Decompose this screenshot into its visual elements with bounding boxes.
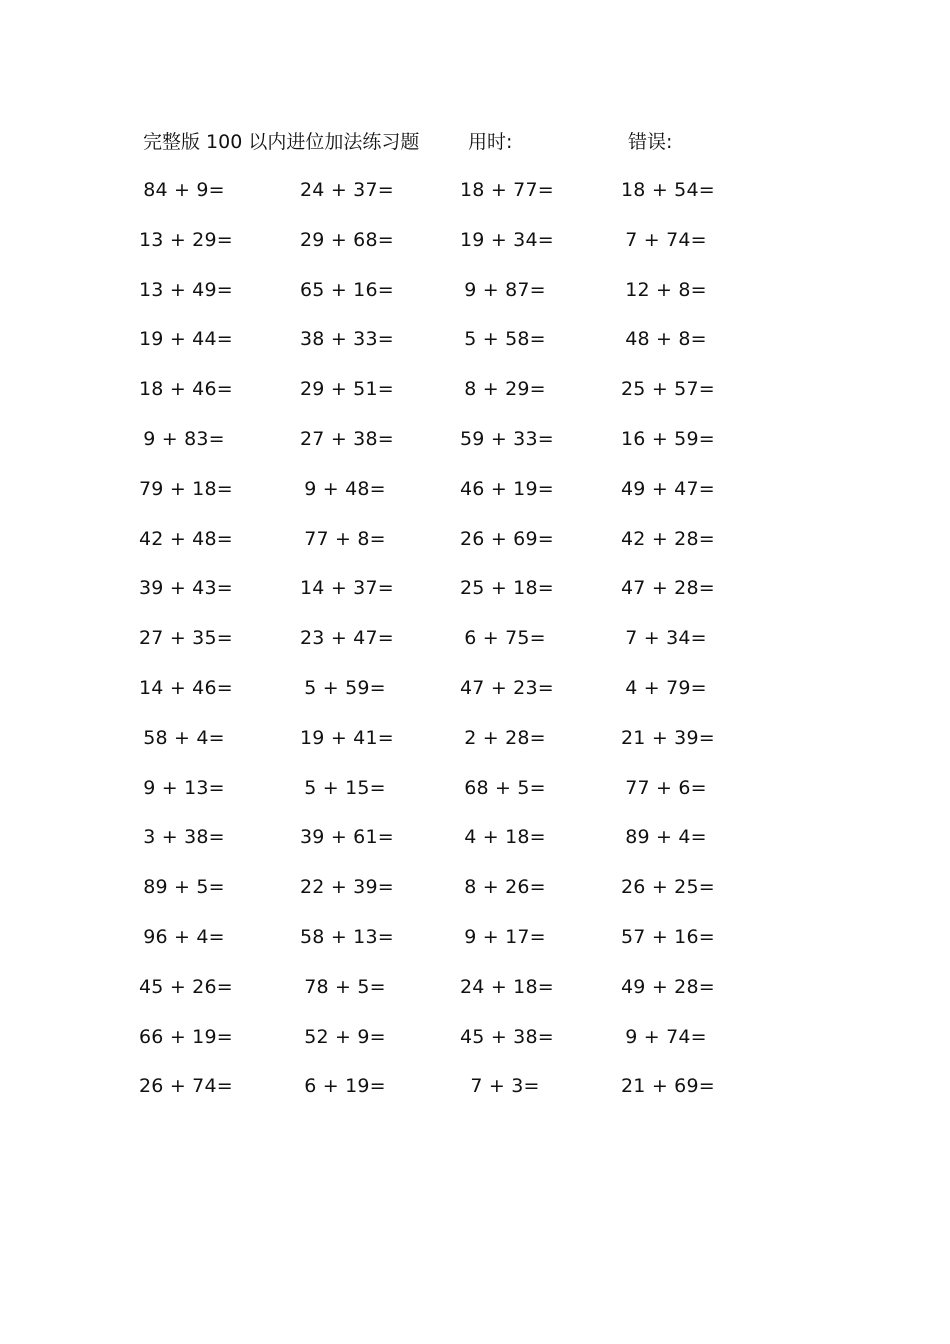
problem-cell: 12 + 8= <box>625 278 707 301</box>
problem-grid <box>0 176 950 1122</box>
problem-cell: 45 + 26= <box>139 975 233 998</box>
problem-cell: 9 + 74= <box>625 1025 707 1048</box>
problem-cell: 65 + 16= <box>300 278 394 301</box>
problem-cell: 7 + 34= <box>625 627 707 650</box>
problem-cell: 9 + 13= <box>143 776 225 799</box>
problem-cell: 19 + 44= <box>139 328 233 351</box>
problem-row <box>0 1072 950 1122</box>
problem-cell: 3 + 38= <box>143 826 225 849</box>
problem-row <box>0 276 950 326</box>
problem-cell: 57 + 16= <box>621 925 715 948</box>
problem-cell: 7 + 3= <box>470 1075 540 1098</box>
problem-cell: 9 + 17= <box>464 925 546 948</box>
problem-cell: 39 + 61= <box>300 826 394 849</box>
problem-cell: 8 + 29= <box>464 378 546 401</box>
problem-cell: 5 + 15= <box>304 776 386 799</box>
problem-cell: 58 + 4= <box>143 726 225 749</box>
problem-cell: 89 + 4= <box>625 826 707 849</box>
problem-row <box>0 226 950 276</box>
problem-row <box>0 624 950 674</box>
problem-cell: 6 + 19= <box>304 1075 386 1098</box>
problem-row <box>0 525 950 575</box>
problem-cell: 25 + 18= <box>460 577 554 600</box>
problem-cell: 96 + 4= <box>143 925 225 948</box>
problem-cell: 26 + 25= <box>621 876 715 899</box>
problem-cell: 18 + 54= <box>621 179 715 201</box>
errors-label: 错误: <box>628 131 673 153</box>
problem-cell: 27 + 38= <box>300 427 394 450</box>
problem-row <box>0 375 950 425</box>
problem-cell: 26 + 69= <box>460 527 554 550</box>
problem-cell: 84 + 9= <box>143 179 225 201</box>
problem-cell: 14 + 46= <box>139 676 233 699</box>
problem-cell: 9 + 87= <box>464 278 546 301</box>
problem-cell: 16 + 59= <box>621 427 715 450</box>
problem-row <box>0 923 950 973</box>
problem-cell: 46 + 19= <box>460 477 554 500</box>
problem-cell: 29 + 51= <box>300 378 394 401</box>
problem-cell: 24 + 37= <box>300 179 394 201</box>
problem-row <box>0 425 950 475</box>
problem-cell: 21 + 69= <box>621 1075 715 1098</box>
problem-cell: 66 + 19= <box>139 1025 233 1048</box>
problem-cell: 39 + 43= <box>139 577 233 600</box>
worksheet-header <box>0 128 950 156</box>
problem-cell: 49 + 28= <box>621 975 715 998</box>
problem-cell: 26 + 74= <box>139 1075 233 1098</box>
problem-cell: 45 + 38= <box>460 1025 554 1048</box>
problem-row <box>0 674 950 724</box>
problem-cell: 48 + 8= <box>625 328 707 351</box>
problem-cell: 4 + 18= <box>464 826 546 849</box>
problem-cell: 19 + 34= <box>460 228 554 251</box>
problem-cell: 38 + 33= <box>300 328 394 351</box>
problem-cell: 49 + 47= <box>621 477 715 500</box>
problem-row <box>0 176 950 226</box>
problem-cell: 21 + 39= <box>621 726 715 749</box>
problem-cell: 25 + 57= <box>621 378 715 401</box>
problem-cell: 77 + 6= <box>625 776 707 799</box>
problem-cell: 58 + 13= <box>300 925 394 948</box>
problem-cell: 79 + 18= <box>139 477 233 500</box>
problem-cell: 68 + 5= <box>464 776 546 799</box>
problem-cell: 4 + 79= <box>625 676 707 699</box>
problem-cell: 6 + 75= <box>464 627 546 650</box>
problem-cell: 22 + 39= <box>300 876 394 899</box>
problem-cell: 9 + 83= <box>143 427 225 450</box>
problem-cell: 14 + 37= <box>300 577 394 600</box>
problem-row <box>0 973 950 1023</box>
problem-row <box>0 724 950 774</box>
problem-row <box>0 325 950 375</box>
problem-cell: 78 + 5= <box>304 975 386 998</box>
time-used-label: 用时: <box>468 131 513 153</box>
problem-cell: 52 + 9= <box>304 1025 386 1048</box>
problem-cell: 19 + 41= <box>300 726 394 749</box>
problem-row <box>0 873 950 923</box>
problem-cell: 89 + 5= <box>143 876 225 899</box>
worksheet-title: 完整版 100 以内进位加法练习题 <box>143 131 420 153</box>
problem-cell: 8 + 26= <box>464 876 546 899</box>
problem-cell: 42 + 28= <box>621 527 715 550</box>
problem-row <box>0 475 950 525</box>
problem-row <box>0 823 950 873</box>
problem-cell: 27 + 35= <box>139 627 233 650</box>
problem-cell: 18 + 46= <box>139 378 233 401</box>
problem-cell: 7 + 74= <box>625 228 707 251</box>
problem-cell: 42 + 48= <box>139 527 233 550</box>
problem-cell: 2 + 28= <box>464 726 546 749</box>
problem-cell: 77 + 8= <box>304 527 386 550</box>
problem-cell: 5 + 58= <box>464 328 546 351</box>
problem-cell: 47 + 28= <box>621 577 715 600</box>
problem-cell: 29 + 68= <box>300 228 394 251</box>
problem-cell: 9 + 48= <box>304 477 386 500</box>
problem-cell: 47 + 23= <box>460 676 554 699</box>
problem-cell: 23 + 47= <box>300 627 394 650</box>
problem-cell: 59 + 33= <box>460 427 554 450</box>
problem-cell: 18 + 77= <box>460 179 554 201</box>
problem-cell: 13 + 49= <box>139 278 233 301</box>
problem-row <box>0 1023 950 1073</box>
problem-cell: 13 + 29= <box>139 228 233 251</box>
problem-row <box>0 774 950 824</box>
problem-cell: 24 + 18= <box>460 975 554 998</box>
problem-cell: 5 + 59= <box>304 676 386 699</box>
problem-row <box>0 574 950 624</box>
